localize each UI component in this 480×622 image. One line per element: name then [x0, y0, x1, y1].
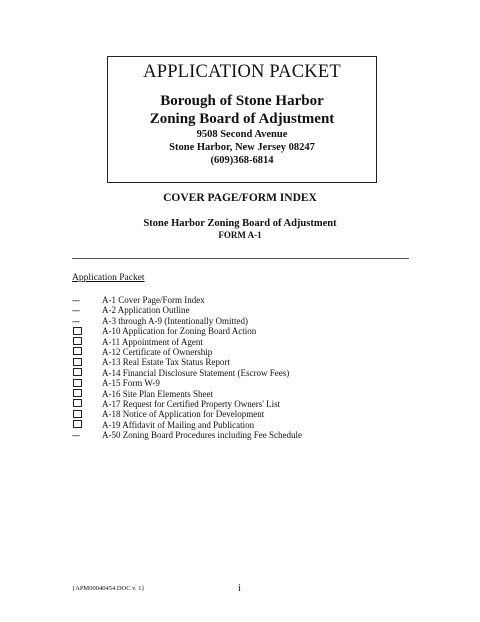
- form-label: FORM A-1: [218, 230, 262, 240]
- list-item: [72, 357, 402, 367]
- checkbox-icon[interactable]: [72, 326, 88, 336]
- checkbox-square: [73, 420, 82, 428]
- list-item: [72, 399, 402, 409]
- checkbox-square: [73, 399, 82, 407]
- list-item-label: A-1 Cover Page/Form Index: [102, 295, 205, 305]
- list-item: [72, 347, 402, 357]
- list-item: [72, 420, 402, 430]
- application-packet-heading: Application Packet: [72, 273, 145, 283]
- list-item: [72, 389, 402, 399]
- form-index-list: [72, 295, 402, 440]
- header-box: [107, 56, 377, 183]
- checkbox-icon[interactable]: [72, 378, 88, 388]
- checkbox-icon[interactable]: [72, 347, 88, 357]
- checkbox-icon[interactable]: [72, 337, 88, 347]
- phone-number: (609)368-6814: [210, 155, 274, 166]
- list-item-label: A-18 Notice of Application for Development: [102, 409, 265, 420]
- list-item-label: A-19 Affidavit of Mailing and Publication: [102, 419, 255, 430]
- checkbox-square: [73, 347, 82, 355]
- list-item-label: A-2 Application Outline: [102, 305, 190, 316]
- checkbox-square: [73, 358, 82, 366]
- checkbox-square: [73, 389, 82, 397]
- list-item-label: A-13 Real Estate Tax Status Report: [102, 357, 230, 368]
- list-item-label: A-3 through A-9 (Intentionally Omitted): [102, 315, 248, 326]
- cover-page-title: COVER PAGE/FORM INDEX: [163, 192, 317, 204]
- dash-marker: ---: [72, 295, 80, 305]
- list-item: [72, 378, 402, 388]
- packet-title: APPLICATION PACKET: [143, 62, 341, 82]
- list-item-label: A-14 Financial Disclosure Statement (Escrow Fees): [102, 367, 290, 378]
- dash-marker: ---: [72, 315, 80, 326]
- checkbox-square: [73, 410, 82, 418]
- dash-marker: ---: [72, 430, 80, 441]
- dash-marker: ---: [72, 305, 80, 316]
- document-id: {APM00040454.DOC v. 1}: [72, 585, 145, 592]
- list-item: [72, 409, 402, 419]
- checkbox-icon[interactable]: [72, 357, 88, 367]
- list-item-label: A-16 Site Plan Elements Sheet: [102, 388, 213, 399]
- list-item: [72, 316, 402, 326]
- list-item-label: A-12 Certificate of Ownership: [102, 346, 213, 357]
- board-subtitle: Stone Harbor Zoning Board of Adjustment: [143, 218, 337, 229]
- list-item: [72, 430, 402, 440]
- list-item: [72, 337, 402, 347]
- checkbox-icon[interactable]: [72, 420, 88, 430]
- list-item: [72, 305, 402, 315]
- checkbox-square: [73, 379, 82, 387]
- address-line-1: 9508 Second Avenue: [196, 129, 288, 140]
- checkbox-square: [73, 368, 82, 376]
- address-line-2: Stone Harbor, New Jersey 08247: [169, 142, 315, 153]
- list-item: [72, 326, 402, 336]
- horizontal-rule: [72, 258, 409, 259]
- checkbox-icon[interactable]: [72, 399, 88, 409]
- list-item-label: A-15 Form W-9: [102, 378, 160, 389]
- borough-name: Borough of Stone Harbor: [160, 93, 324, 109]
- checkbox-square: [73, 337, 82, 345]
- board-name: Zoning Board of Adjustment: [149, 111, 335, 127]
- page-number: i: [238, 583, 241, 594]
- list-item-label: A-17 Request for Certified Property Owners' List: [102, 398, 281, 409]
- checkbox-icon[interactable]: [72, 368, 88, 378]
- list-item-label: A-11 Appointment of Agent: [102, 336, 203, 347]
- checkbox-square: [73, 327, 82, 335]
- list-item: [72, 368, 402, 378]
- checkbox-icon[interactable]: [72, 389, 88, 399]
- list-item-label: A-10 Application for Zoning Board Action: [102, 326, 257, 337]
- checkbox-icon[interactable]: [72, 409, 88, 419]
- list-item-label: A-50 Zoning Board Procedures including Fee Schedule: [102, 430, 302, 441]
- list-item: [72, 295, 402, 305]
